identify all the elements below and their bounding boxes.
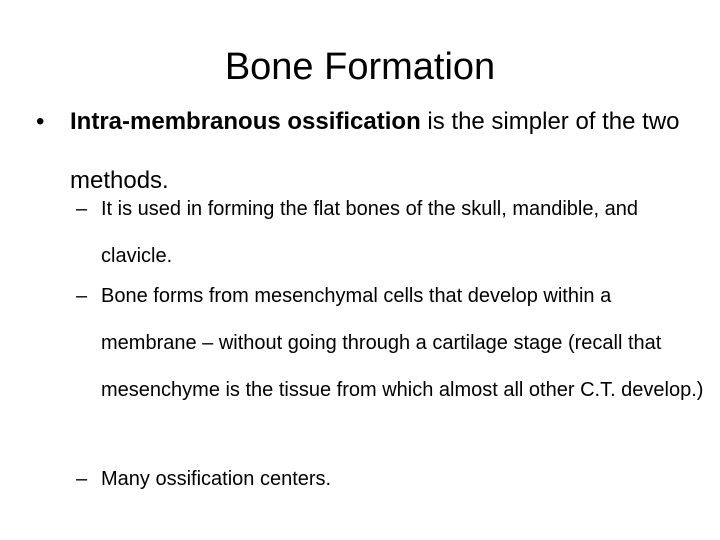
bullet-bold-term: Intra-membranous ossification (70, 108, 421, 135)
bullet-marker: • (36, 108, 45, 135)
slide-title: Bone Formation (224, 46, 496, 88)
subbullet-text: It is used in forming the flat bones of the skull, mandible, and clavicle. (101, 198, 638, 267)
subbullet-text: Many ossification centers. (101, 468, 332, 490)
subbullet-text: Bone forms from mesenchymal cells that develop within a membrane – without going through a cartilage stage (recall that mesenchyme is the tissue from which almost all other C.T. develop.) (101, 285, 704, 401)
subbullet-marker: – (76, 285, 88, 307)
subbullet-marker: – (76, 198, 88, 220)
bullet-rest-text: is the simpler of the two methods. (70, 108, 680, 194)
subbullet-marker: – (76, 468, 88, 490)
